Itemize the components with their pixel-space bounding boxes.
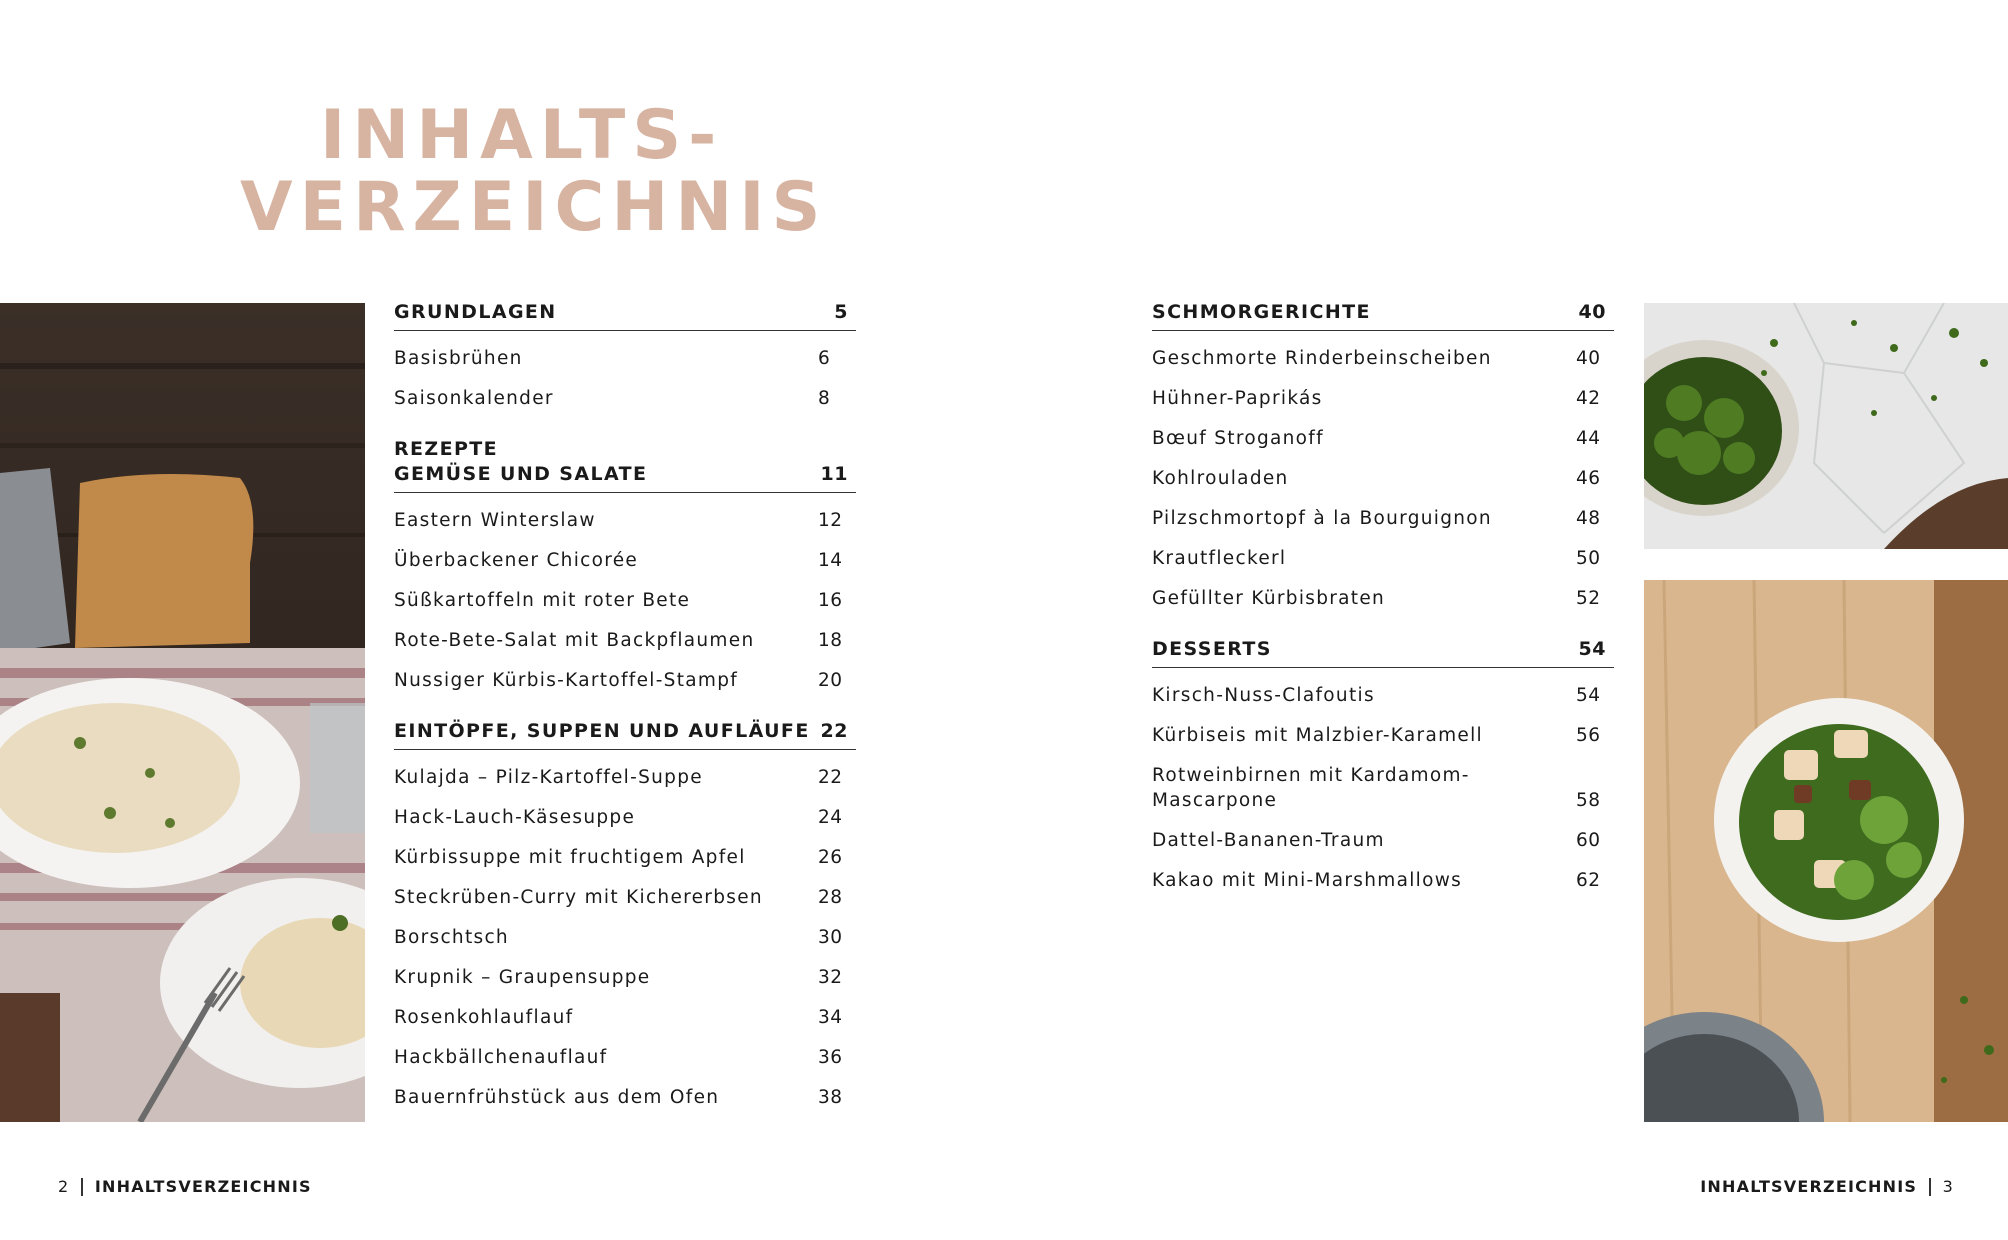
entry-title: Kirsch-Nuss-Clafoutis: [1152, 685, 1375, 706]
toc-entry[interactable]: [394, 628, 856, 653]
toc-entry[interactable]: [394, 1085, 856, 1110]
toc-entry[interactable]: [394, 588, 856, 613]
toc-section-gemuese-und-salate: [394, 437, 856, 693]
toc-entry[interactable]: [1152, 426, 1614, 451]
entry-page-number: 6: [818, 348, 831, 369]
entry-page-number: 54: [1576, 685, 1601, 706]
entry-page-number: 32: [818, 967, 843, 988]
section-page-number: 5: [834, 301, 848, 323]
footer-divider: [1929, 1178, 1931, 1196]
toc-section-heading[interactable]: [1152, 637, 1614, 668]
entry-title: Hühner-Paprikás: [1152, 388, 1323, 409]
toc-section-eintoepfe: [394, 719, 856, 1110]
entry-title: Süßkartoffeln mit roter Bete: [394, 590, 691, 611]
toc-entry[interactable]: [394, 1045, 856, 1070]
entry-page-number: 12: [818, 510, 843, 531]
toc-column-left: [394, 300, 856, 1136]
entry-page-number: 38: [818, 1087, 843, 1108]
toc-entry[interactable]: [394, 346, 856, 371]
section-page-number: 11: [820, 463, 848, 485]
toc-section-desserts: [1152, 637, 1614, 893]
entry-title: Rotweinbirnen mit Kardamom-Mascarpone: [1152, 765, 1470, 811]
toc-entry[interactable]: [1152, 546, 1614, 571]
toc-section-heading[interactable]: [394, 300, 856, 331]
page-title-line-2: VERZEICHNIS: [240, 168, 828, 247]
entry-page-number: 60: [1576, 830, 1601, 851]
footer-divider: [81, 1178, 83, 1196]
entry-title: Dattel-Bananen-Traum: [1152, 830, 1385, 851]
toc-entry[interactable]: [394, 925, 856, 950]
section-title: GRUNDLAGEN: [394, 301, 557, 323]
toc-entry[interactable]: [394, 805, 856, 830]
entry-title: Kulajda – Pilz-Kartoffel-Suppe: [394, 767, 703, 788]
entry-page-number: 44: [1576, 428, 1601, 449]
entry-page-number: 30: [818, 927, 843, 948]
toc-entry[interactable]: [394, 1005, 856, 1030]
entry-page-number: 18: [818, 630, 843, 651]
section-page-number: 54: [1578, 638, 1606, 660]
entry-page-number: 40: [1576, 348, 1601, 369]
entry-page-number: 58: [1576, 790, 1601, 811]
entry-title: Eastern Winterslaw: [394, 510, 596, 531]
entry-page-number: 42: [1576, 388, 1601, 409]
entry-title: Krautfleckerl: [1152, 548, 1287, 569]
entry-page-number: 26: [818, 847, 843, 868]
toc-column-right: [1152, 300, 1614, 919]
footer-right: [1700, 1177, 1954, 1196]
entry-title: Krupnik – Graupensuppe: [394, 967, 651, 988]
entry-title: Bauernfrühstück aus dem Ofen: [394, 1087, 720, 1108]
entry-page-number: 14: [818, 550, 843, 571]
photo-salad-bowl: [1644, 580, 2008, 1122]
toc-section-heading[interactable]: [394, 719, 856, 750]
entry-page-number: 8: [818, 388, 831, 409]
toc-entry[interactable]: [1152, 586, 1614, 611]
entry-title: Rote-Bete-Salat mit Backpflaumen: [394, 630, 755, 651]
toc-entry[interactable]: [394, 668, 856, 693]
footer-label: INHALTSVERZEICHNIS: [94, 1177, 312, 1196]
toc-entry[interactable]: [1152, 346, 1614, 371]
entry-title: Hackbällchenauflauf: [394, 1047, 608, 1068]
entry-page-number: 48: [1576, 508, 1601, 529]
footer-page-number: 2: [58, 1177, 70, 1196]
section-title: EINTÖPFE, SUPPEN UND AUFLÄUFE: [394, 720, 810, 742]
toc-entry[interactable]: [1152, 506, 1614, 531]
entry-title: Nussiger Kürbis-Kartoffel-Stampf: [394, 670, 739, 691]
section-page-number: 40: [1578, 301, 1606, 323]
toc-entry[interactable]: [1152, 828, 1614, 853]
toc-section-heading[interactable]: [1152, 300, 1614, 331]
photo-pasta-dish: [0, 303, 365, 1122]
toc-entry[interactable]: [394, 765, 856, 790]
entry-page-number: 36: [818, 1047, 843, 1068]
entry-title: Geschmorte Rinderbeinscheiben: [1152, 348, 1492, 369]
entry-page-number: 20: [818, 670, 843, 691]
entry-page-number: 24: [818, 807, 843, 828]
toc-entry[interactable]: [394, 548, 856, 573]
section-title: SCHMORGERICHTE: [1152, 301, 1371, 323]
toc-entry[interactable]: [394, 508, 856, 533]
toc-section-schmorgerichte: [1152, 300, 1614, 611]
toc-entry[interactable]: [1152, 868, 1614, 893]
entry-title: Kürbiseis mit Malzbier-Karamell: [1152, 725, 1483, 746]
entry-title: Saisonkalender: [394, 388, 554, 409]
entry-page-number: 16: [818, 590, 843, 611]
footer-page-number: 3: [1942, 1177, 1954, 1196]
page-title-line-1: INHALTS-: [320, 96, 724, 175]
entry-title: Pilzschmortopf à la Bourguignon: [1152, 508, 1492, 529]
entry-title: Kürbissuppe mit fruchtigem Apfel: [394, 847, 746, 868]
entry-title: Borschtsch: [394, 927, 509, 948]
entry-page-number: 28: [818, 887, 843, 908]
section-title: GEMÜSE UND SALATE: [394, 463, 648, 485]
entry-title: Überbackener Chicorée: [394, 550, 639, 571]
toc-entry[interactable]: [1152, 723, 1614, 748]
toc-entry[interactable]: [394, 386, 856, 411]
toc-section-heading[interactable]: [394, 437, 856, 493]
entry-page-number: 50: [1576, 548, 1601, 569]
entry-title: Steckrüben-Curry mit Kichererbsen: [394, 887, 763, 908]
entry-title: Kakao mit Mini-Marshmallows: [1152, 870, 1463, 891]
entry-title: Hack-Lauch-Käsesuppe: [394, 807, 636, 828]
entry-page-number: 62: [1576, 870, 1601, 891]
toc-entry[interactable]: [1152, 763, 1614, 813]
entry-title: Gefüllter Kürbisbraten: [1152, 588, 1386, 609]
section-pre-title: REZEPTE: [394, 438, 499, 460]
entry-page-number: 56: [1576, 725, 1601, 746]
toc-entry[interactable]: [1152, 683, 1614, 708]
footer-label: INHALTSVERZEICHNIS: [1700, 1177, 1918, 1196]
entry-page-number: 46: [1576, 468, 1601, 489]
entry-title: Basisbrühen: [394, 348, 523, 369]
entry-title: Kohlrouladen: [1152, 468, 1289, 489]
page-title: [240, 96, 828, 247]
photo-parsley-bowl: [1644, 303, 2008, 549]
entry-page-number: 22: [818, 767, 843, 788]
entry-title: Rosenkohlauflauf: [394, 1007, 574, 1028]
toc-entry[interactable]: [394, 845, 856, 870]
entry-title: Bœuf Stroganoff: [1152, 428, 1324, 449]
toc-section-grundlagen: [394, 300, 856, 411]
toc-entry[interactable]: [1152, 386, 1614, 411]
toc-entry[interactable]: [1152, 466, 1614, 491]
toc-entry[interactable]: [394, 885, 856, 910]
section-page-number: 22: [820, 720, 848, 742]
entry-page-number: 34: [818, 1007, 843, 1028]
section-title: DESSERTS: [1152, 638, 1272, 660]
entry-page-number: 52: [1576, 588, 1601, 609]
footer-left: [58, 1177, 312, 1196]
toc-entry[interactable]: [394, 965, 856, 990]
